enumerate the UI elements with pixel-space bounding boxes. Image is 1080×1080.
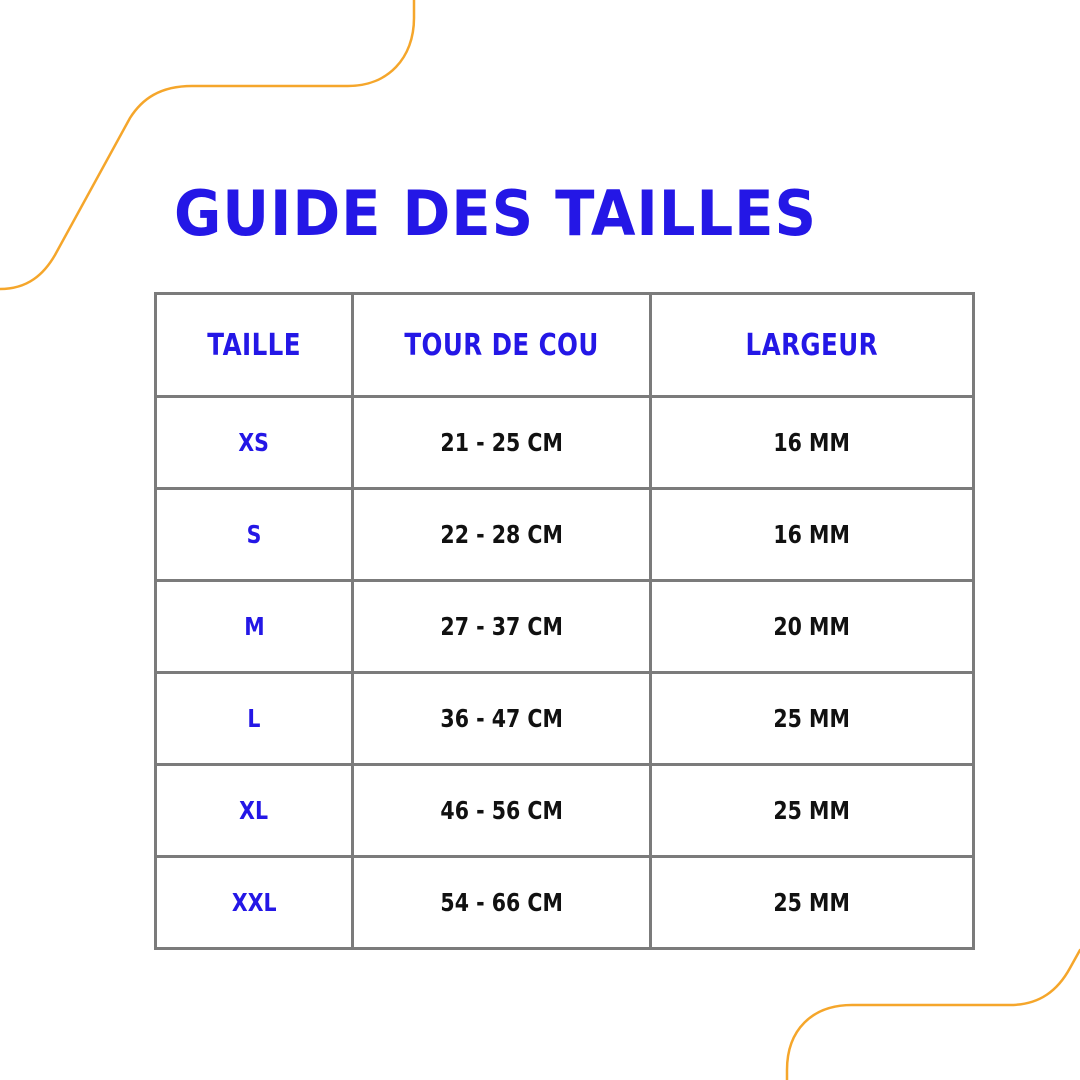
- neck-value: 21 - 25 CM: [440, 428, 563, 457]
- width-value: 25 MM: [773, 888, 851, 917]
- size-value: L: [247, 704, 261, 733]
- neck-cell: [353, 857, 651, 949]
- size-cell: [156, 397, 353, 489]
- table-row: [156, 857, 974, 949]
- table-row: [156, 765, 974, 857]
- width-value: 25 MM: [773, 796, 851, 825]
- width-cell: [651, 397, 974, 489]
- table-row: [156, 489, 974, 581]
- table-row: [156, 581, 974, 673]
- size-value: XL: [239, 796, 269, 825]
- column-header-largeur: [651, 294, 974, 397]
- column-header-label: LARGEUR: [745, 327, 879, 363]
- width-cell: [651, 489, 974, 581]
- size-value: XS: [238, 428, 270, 457]
- size-table: [154, 292, 975, 950]
- width-value: 25 MM: [773, 704, 851, 733]
- table-row: [156, 397, 974, 489]
- size-value: S: [246, 520, 262, 549]
- size-cell: [156, 765, 353, 857]
- neck-value: 46 - 56 CM: [440, 796, 563, 825]
- width-cell: [651, 765, 974, 857]
- neck-cell: [353, 673, 651, 765]
- column-header-tour-de-cou: [353, 294, 651, 397]
- neck-value: 27 - 37 CM: [440, 612, 563, 641]
- page-title: GUIDE DES TAILLES: [174, 177, 817, 250]
- table-header-row: [156, 294, 974, 397]
- size-cell: [156, 489, 353, 581]
- neck-cell: [353, 581, 651, 673]
- column-header-taille: [156, 294, 353, 397]
- size-cell: [156, 673, 353, 765]
- column-header-label: TOUR DE COU: [404, 327, 599, 363]
- column-header-label: TAILLE: [207, 327, 301, 363]
- size-value: M: [243, 612, 265, 641]
- width-cell: [651, 581, 974, 673]
- neck-value: 36 - 47 CM: [440, 704, 563, 733]
- neck-cell: [353, 765, 651, 857]
- size-value: XXL: [231, 888, 277, 917]
- size-cell: [156, 857, 353, 949]
- neck-value: 22 - 28 CM: [440, 520, 563, 549]
- neck-cell: [353, 489, 651, 581]
- width-cell: [651, 857, 974, 949]
- width-value: 20 MM: [773, 612, 851, 641]
- neck-cell: [353, 397, 651, 489]
- width-cell: [651, 673, 974, 765]
- width-value: 16 MM: [773, 520, 851, 549]
- bottom-right-curve: [787, 950, 1080, 1080]
- neck-value: 54 - 66 CM: [440, 888, 563, 917]
- width-value: 16 MM: [773, 428, 851, 457]
- size-cell: [156, 581, 353, 673]
- table-row: [156, 673, 974, 765]
